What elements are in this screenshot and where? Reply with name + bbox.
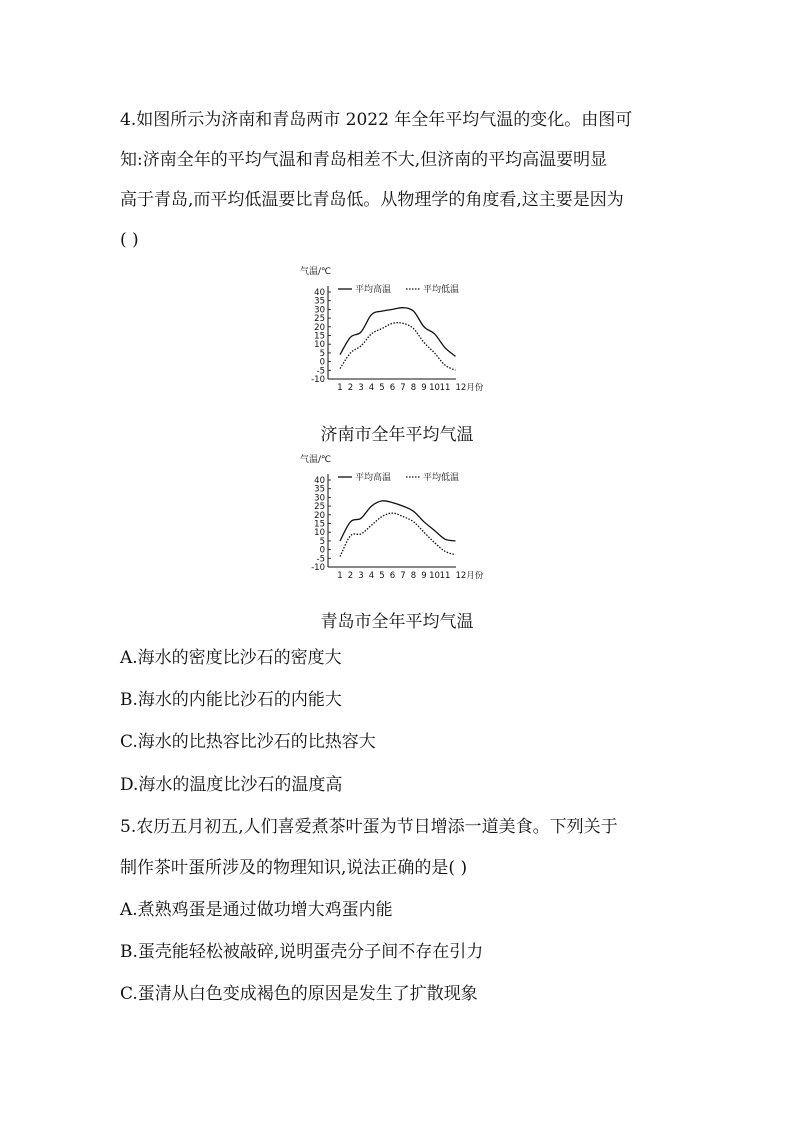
y-tick-label: 35 [314,484,325,495]
y-tick-label: 35 [314,296,325,307]
y-tick-label: 10 [314,528,325,539]
q4-stem-line-2: 知:济南全年的平均气温和青岛相差不大,但济南的平均高温要明显 [120,150,608,170]
y-tick-label: 5 [319,348,325,359]
x-tick-label: 3 [358,383,364,393]
x-tick-label: 11 [439,383,451,393]
q4-option-d: D.海水的温度比沙石的温度高 [120,775,343,795]
y-tick-label: 40 [314,476,325,486]
q4-option-a: A.海水的密度比沙石的密度大 [120,648,342,668]
y-tick-label: 15 [314,519,325,530]
x-tick-label: 9 [421,383,427,393]
x-tick-label: 6 [389,383,396,393]
qingdao-chart-caption: 青岛市全年平均气温 [320,612,474,632]
y-tick-label: 15 [314,331,325,342]
q5-stem-line-2: 制作茶叶蛋所涉及的物理知识,说法正确的是( ) [120,858,468,878]
q5-option-a: A.煮熟鸡蛋是通过做功增大鸡蛋内能 [120,900,393,920]
y-tick-label: 0 [319,545,325,556]
q5-option-b: B.蛋壳能轻松被敲碎,说明蛋壳分子间不存在引力 [120,942,484,962]
x-tick-label: 5 [379,383,385,393]
x-tick-label: 9 [421,571,427,581]
y-tick-label: 40 [314,288,325,298]
y-tick-label: 30 [314,493,325,504]
y-tick-label: 20 [314,322,325,333]
x-tick-label: 12月份 [455,571,484,581]
x-tick-label: 12月份 [455,383,484,393]
q4-stem-line-1: 4.如图所示为济南和青岛两市 2022 年全年平均气温的变化。由图可 [120,110,633,130]
x-tick-label: 1 [337,571,343,581]
x-tick-label: 6 [389,571,396,581]
series-line-avg-high [340,308,456,357]
x-tick-label: 4 [368,383,375,393]
x-tick-label: 5 [379,571,385,581]
x-tick-label: 7 [400,383,406,393]
x-tick-label: 10 [429,383,440,393]
legend-low-label: 平均低温 [423,285,460,295]
jinan-temperature-chart [300,262,500,412]
y-tick-label: 0 [319,357,325,368]
y-axis-label: 气温/℃ [300,455,332,465]
y-tick-label: 5 [319,536,325,547]
y-tick-label: 25 [314,502,325,513]
x-tick-label: 1 [337,383,343,393]
q5-option-c: C.蛋清从白色变成褐色的原因是发生了扩散现象 [120,984,478,1004]
x-tick-label: 3 [358,571,364,581]
series-line-avg-low [340,323,456,371]
q4-option-b: B.海水的内能比沙石的内能大 [120,690,342,710]
x-tick-label: 11 [439,571,451,581]
q5-stem-line-1: 5.农历五月初五,人们喜爱煮茶叶蛋为节日增添一道美食。下列关于 [120,817,618,837]
y-tick-label: -10 [311,375,325,385]
x-tick-label: 8 [410,383,417,393]
qingdao-temperature-chart [300,450,500,600]
x-tick-label: 4 [368,571,375,581]
legend-low-label: 平均低温 [423,473,460,483]
y-tick-label: 20 [314,510,325,521]
y-tick-label: -5 [316,366,325,377]
q4-stem-line-3: 高于青岛,而平均低温要比青岛低。从物理学的角度看,这主要是因为 [120,190,624,210]
q4-answer-blank: ( ) [120,230,139,250]
y-tick-label: 30 [314,305,325,316]
x-tick-label: 2 [347,383,354,393]
x-tick-label: 2 [347,571,354,581]
x-tick-label: 8 [410,571,417,581]
jinan-chart-caption: 济南市全年平均气温 [320,425,474,445]
legend-high-label: 平均高温 [355,473,392,483]
y-tick-label: 10 [314,340,325,351]
x-tick-label: 7 [400,571,406,581]
x-tick-label: 10 [429,571,440,581]
y-tick-label: -5 [316,554,325,565]
y-axis-label: 气温/℃ [300,267,332,277]
y-tick-label: 25 [314,314,325,325]
legend-high-label: 平均高温 [355,285,392,295]
y-tick-label: -10 [311,563,325,573]
q4-option-c: C.海水的比热容比沙石的比热容大 [120,732,376,752]
